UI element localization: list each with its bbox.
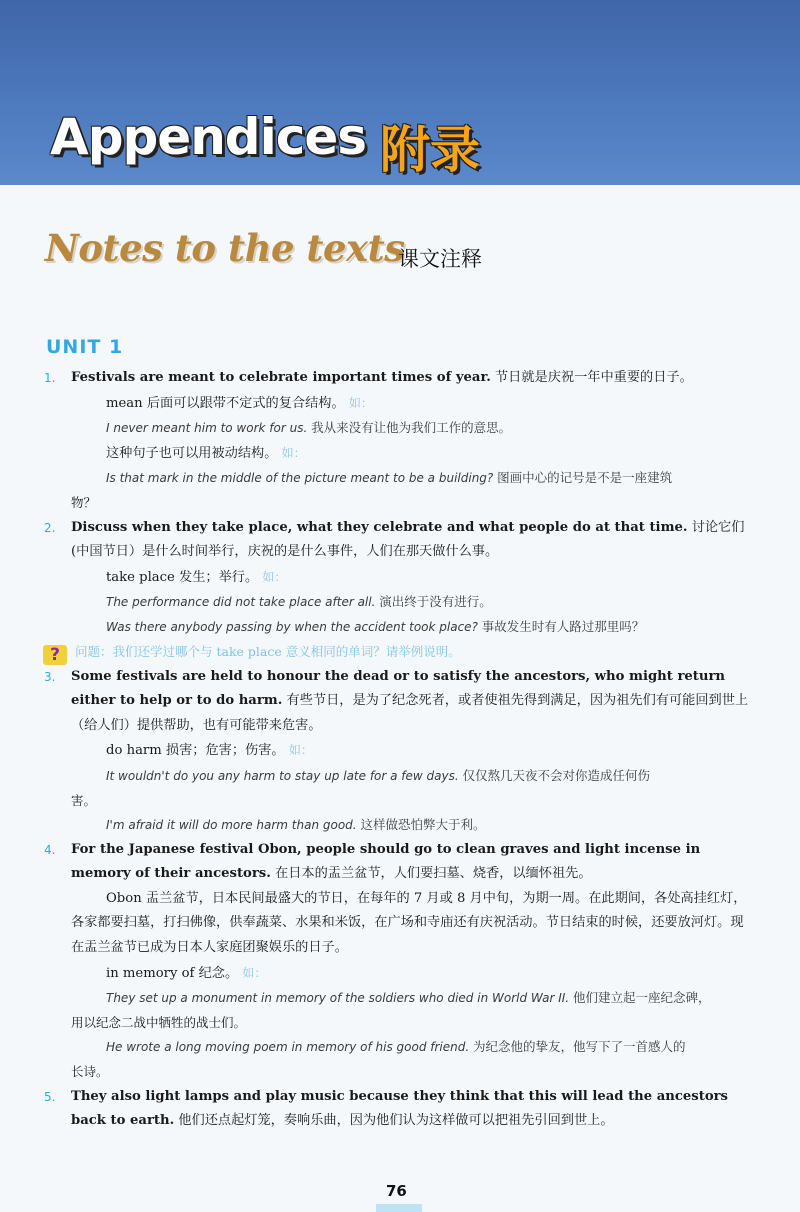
example-translation: 我从来没有让他为我们工作的意思。 [311, 420, 512, 436]
example-translation: 这样做恐怕弊大于利。 [360, 817, 486, 833]
example-sentence: It wouldn't do you any harm to stay up late for a few days. [106, 768, 459, 783]
example-translation: 演出终于没有进行。 [379, 594, 492, 610]
example-sentence: He wrote a long moving poem in memory of his good friend. [106, 1040, 470, 1055]
note-number: 2. [44, 520, 56, 535]
note-lead: For the Japanese festival Obon, people should go to clean graves and light incense in memory of their ancestors. [71, 841, 701, 882]
example-translation: 为纪念他的挚友，他写下了一首感人的 [473, 1039, 686, 1055]
section-title-en: Notes to the texts [45, 226, 405, 270]
banner-title-en: Appendices [50, 108, 367, 166]
note-explanation: 这种句子也可以用被动结构。 [106, 445, 278, 461]
note-paragraph: Obon 盂兰盆节，日本民间最盛大的节日，在每年的 7 月或 8 月中旬，为期一周。在此期间，各处高挂红灯，各家都要扫墓，打扫佛像，供奉蔬菜、水果和米饭，在广场和寺庙还有庆祝活动。节日结束的时候，还要放河灯。现在盂兰盆节已成为日本人家庭团聚娱乐的日子。 [71, 890, 747, 956]
section-title-zh: 课文注释 [398, 247, 482, 271]
unit-label: UNIT 1 [46, 336, 124, 358]
note-explanation: do harm 损害；危害；伤害。 [106, 743, 285, 759]
note-item-3 [44, 665, 756, 838]
example-marker: 如： [262, 569, 287, 584]
example-translation-cont: 物？ [71, 494, 97, 510]
example-translation-cont: 用以纪念二战中牺牲的战士们。 [71, 1014, 247, 1030]
question-row [50, 640, 756, 665]
note-number: 1. [44, 371, 56, 385]
note-number: 3. [44, 669, 56, 684]
example-translation: 事故发生时有人路过那里吗？ [481, 618, 645, 634]
note-item-5 [44, 1085, 756, 1134]
note-item-1 [44, 366, 756, 516]
note-lead: Festivals are meant to celebrate important times of year. [71, 370, 491, 385]
header-banner [0, 0, 800, 185]
example-sentence: The performance did not take place after all. [106, 595, 376, 610]
example-sentence: I'm afraid it will do more harm than good. [106, 818, 357, 833]
note-explanation: in memory of 纪念。 [106, 965, 239, 981]
note-lead: Discuss when they take place, what they celebrate and what people do at that time. [71, 519, 688, 535]
note-item-4 [44, 838, 756, 1085]
example-translation: 他们建立起一座纪念碑， [572, 990, 711, 1006]
example-marker: 如： [348, 395, 373, 410]
note-number: 4. [44, 842, 56, 857]
note-lead-zh: 讨论它们(中国节日）是什么时间举行，庆祝的是什么事件，人们在那天做什么事。 [71, 519, 745, 560]
page-number-bar [376, 1204, 422, 1212]
note-lead: They also light lamps and play music because they think that this will lead the ancestors back to earth. [71, 1088, 728, 1129]
banner-title-zh: 附录 [380, 121, 480, 179]
example-marker: 如： [288, 743, 313, 758]
note-lead-zh: 有些节日，是为了纪念死者，或者使祖先得到满足，因为祖先们有可能回到世上（给人们）提供帮助，也有可能带来危害。 [71, 693, 749, 733]
note-item-2 [44, 516, 756, 665]
notes-list [44, 366, 756, 1134]
example-sentence: They set up a monument in memory of the soldiers who died in World War II. [106, 991, 570, 1006]
example-translation: 图画中心的记号是不是一座建筑 [497, 470, 673, 486]
example-marker: 如： [242, 965, 267, 980]
example-translation-cont: 长诗。 [71, 1064, 109, 1080]
example-translation-cont: 害。 [71, 792, 97, 808]
question-mark-icon: ? [43, 645, 67, 665]
note-explanation: take place 发生；举行。 [106, 569, 259, 585]
note-explanation: mean 后面可以跟带不定式的复合结构。 [106, 395, 345, 411]
question-text: 问题：我们还学过哪个与 take place 意义相同的单词？请举例说明。 [75, 643, 461, 659]
example-sentence: Is that mark in the middle of the picture meant to be a building? [106, 471, 494, 486]
example-translation: 仅仅熬几天夜不会对你造成任何伤 [462, 767, 651, 783]
note-lead-zh: 节日就是庆祝一年中重要的日子。 [495, 370, 693, 385]
example-sentence: Was there anybody passing by when the accident took place? [106, 619, 478, 634]
note-lead-zh: 他们还点起灯笼，奏响乐曲，因为他们认为这样做可以把祖先引回到世上。 [178, 1113, 614, 1129]
note-number: 5. [44, 1089, 56, 1104]
example-sentence: I never meant him to work for us. [106, 421, 308, 436]
page-number: 76 [386, 1182, 407, 1200]
note-lead: Some festivals are held to honour the dead or to satisfy the ancestors, who might return either to help or to do harm. [71, 668, 726, 709]
note-lead-zh: 在日本的盂兰盆节，人们要扫墓、烧香，以缅怀祖先。 [275, 866, 592, 882]
example-marker: 如： [281, 445, 306, 460]
